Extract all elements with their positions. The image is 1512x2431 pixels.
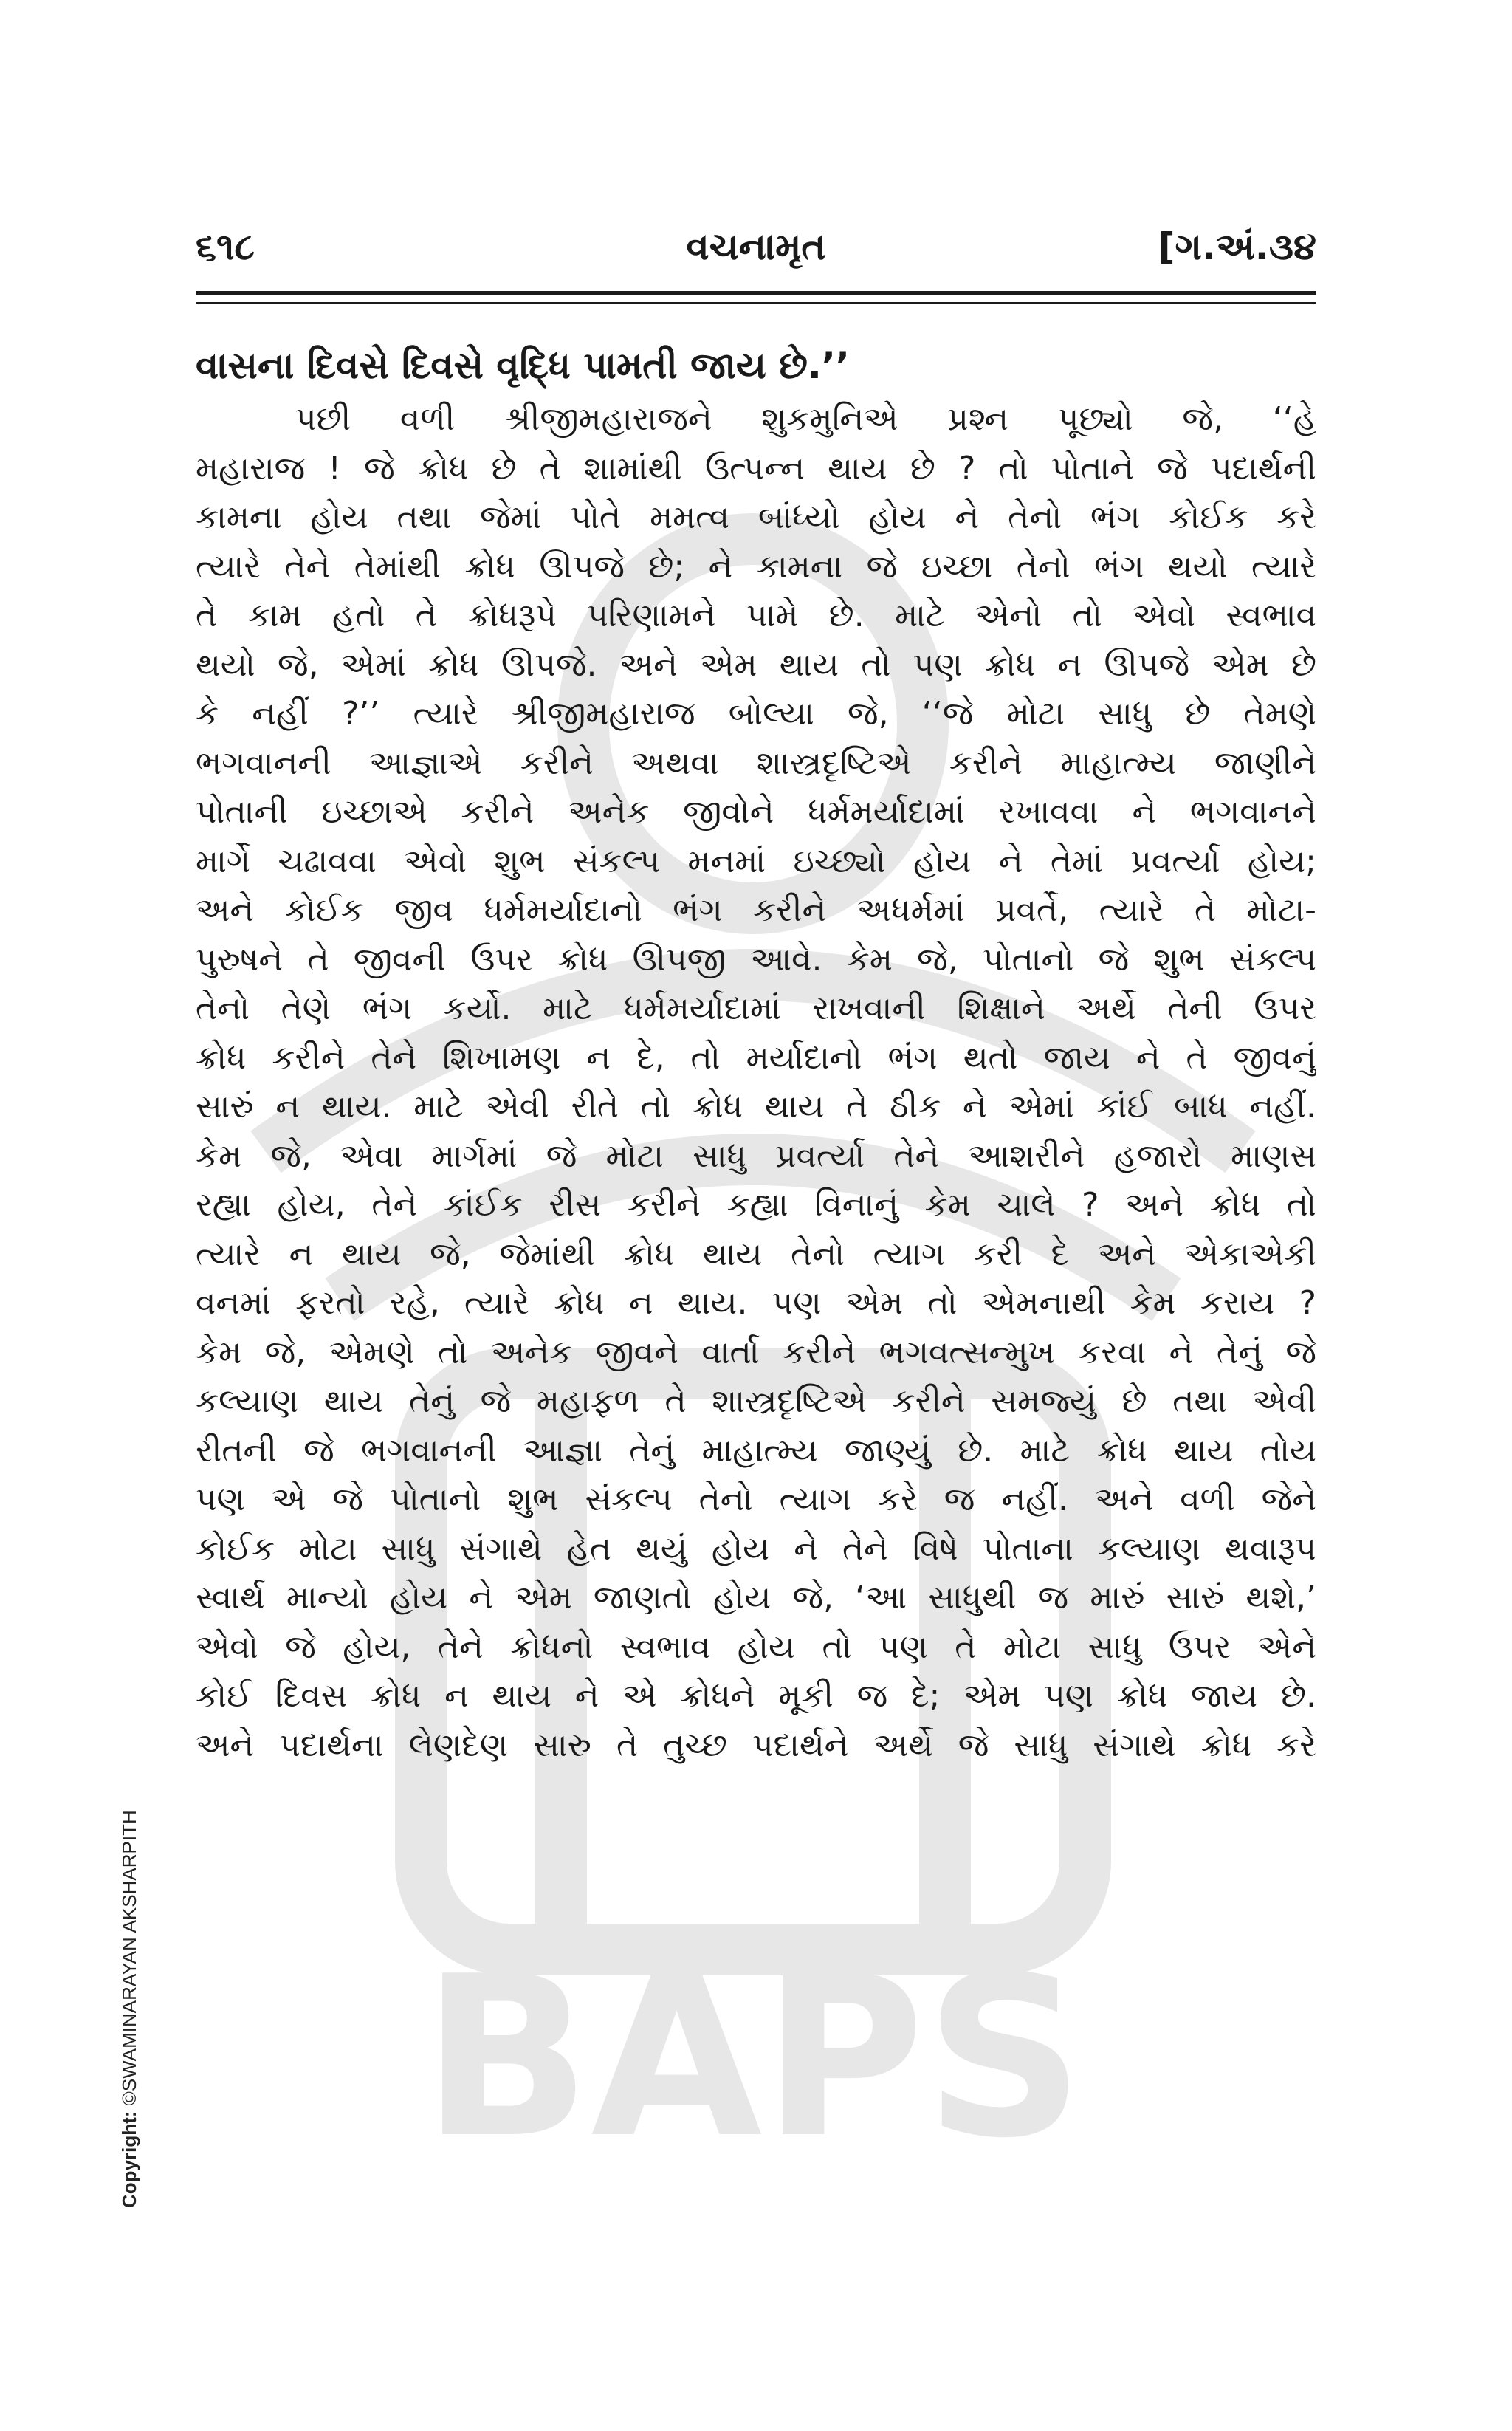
page-title: વચનામૃત xyxy=(686,225,826,268)
text-line: તે કામ હતો તે ક્રોધરૂપે પરિણામને પામે છે. માટે એનો તો એવો સ્વભાવ xyxy=(196,597,1316,634)
text-line: સ્વાર્થ માન્યો હોય ને એમ જાણતો હોય જે, ‘આ સાધુથી જ મારું સારું થશે,’ xyxy=(196,1579,1316,1616)
section-reference: [ગ.અં.૩૪ xyxy=(1158,225,1316,268)
text-line: સારું ન થાય. માટે એવી રીતે તો ક્રોધ થાય તે ઠીક ને એમાં કાંઈ બાધ નહીં. xyxy=(196,1088,1316,1125)
text-line: રહ્યા હોય, તેને કાંઈક રીસ કરીને કહ્યા વિનાનું કેમ ચાલે ? અને ક્રોધ તો xyxy=(196,1186,1316,1224)
text-line: અને કોઈક જીવ ધર્મમર્યાદાનો ભંગ કરીને અધર્મમાં પ્રવર્તે, ત્યારે તે મોટા- xyxy=(196,891,1316,929)
text-line: ત્યારે તેને તેમાંથી ક્રોધ ઊપજે છે; ને કામના જે ઇચ્છા તેનો ભંગ થયો ત્યારે xyxy=(196,547,1316,586)
text-line: કે નહીં ?’’ ત્યારે શ્રીજીમહારાજ બોલ્યા જે, ‘‘જે મોટા સાધુ છે તેમણે xyxy=(196,695,1316,733)
text-line: ત્યારે ન થાય જે, જેમાંથી ક્રોધ થાય તેનો ત્યાગ કરી દે અને એકાએકી xyxy=(196,1235,1316,1273)
page-header xyxy=(196,225,1316,284)
copyright-notice xyxy=(118,1810,141,2208)
text-line: અને પદાર્થના લેણદેણ સારુ તે તુચ્છ પદાર્થને અર્થે જે સાધુ સંગાથે ક્રોધ કરે xyxy=(196,1726,1316,1764)
text-line: ભગવાનની આજ્ઞાએ કરીને અથવા શાસ્ત્રદૃષ્ટિએ કરીને માહાત્મ્ય જાણીને xyxy=(196,744,1316,782)
text-line: પોતાની ઇચ્છાએ કરીને અનેક જીવોને ધર્મમર્યાદામાં રખાવવા ને ભગવાનને xyxy=(196,793,1316,831)
text-line: કોઈ દિવસ ક્રોધ ન થાય ને એ ક્રોધને મૂકી જ દે; એમ પણ ક્રોધ જાય છે. xyxy=(196,1677,1316,1715)
text-line: મહારાજ ! જે ક્રોધ છે તે શામાંથી ઉત્પન્ન થાય છે ? તો પોતાને જે પદાર્થની xyxy=(196,449,1316,487)
text-line: પણ એ જે પોતાનો શુભ સંકલ્પ તેનો ત્યાગ કરે જ નહીં. અને વળી જેને xyxy=(196,1481,1316,1518)
text-line: પછી વળી શ્રીજીમહારાજને શુકમુનિએ પ્રશ્ન પૂછ્યો જે, ‘‘હે xyxy=(295,400,1316,438)
watermark-text: BAPS xyxy=(422,1929,1085,2186)
text-line: કેમ જે, એમણે તો અનેક જીવને વાર્તા કરીને ભગવત્સન્મુખ કરવા ને તેનું જે xyxy=(196,1333,1316,1371)
text-line: થયો જે, એમાં ક્રોધ ઊપજે. અને એમ થાય તો પણ ક્રોધ ન ઊપજે એમ છે xyxy=(196,645,1316,684)
text-line: માર્ગે ચઢાવવા એવો શુભ સંકલ્પ મનમાં ઇચ્છ્યો હોય ને તેમાં પ્રવર્ત્યા હોય; xyxy=(196,842,1316,880)
text-line: રીતની જે ભગવાનની આજ્ઞા તેનું માહાત્મ્ય જાણ્યું છે. માટે ક્રોધ થાય તોય xyxy=(196,1431,1316,1470)
text-line: કલ્યાણ થાય તેનું જે મહાફળ તે શાસ્ત્રદૃષ્ટિએ કરીને સમજ્યું છે તથા એવી xyxy=(196,1382,1316,1420)
page-body xyxy=(196,336,1316,1770)
header-rule-thin xyxy=(196,302,1316,304)
copyright-text: ©SWAMINARAYAN AKSHARPITH xyxy=(118,1810,140,2106)
header-rule-thick xyxy=(196,291,1316,295)
text-line: તેનો તેણે ભંગ કર્યો. માટે ધર્મમર્યાદામાં રાખવાની શિક્ષાને અર્થે તેની ઉપર xyxy=(196,990,1316,1027)
copyright-label: Copyright: xyxy=(118,2111,140,2208)
text-line: કામના હોય તથા જેમાં પોતે મમત્વ બાંધ્યો હોય ને તેનો ભંગ કોઈક કરે xyxy=(196,498,1316,536)
text-line: ક્રોધ કરીને તેને શિખામણ ન દે, તો મર્યાદાનો ભંગ થતો જાય ને તે જીવનું xyxy=(196,1038,1316,1077)
text-line: વનમાં ફરતો રહે, ત્યારે ક્રોધ ન થાય. પણ એમ તો એમનાથી કેમ કરાય ? xyxy=(196,1284,1316,1322)
text-line: એવો જે હોય, તેને ક્રોધનો સ્વભાવ હોય તો પણ તે મોટા સાધુ ઉપર એને xyxy=(196,1628,1316,1666)
body-paragraph xyxy=(196,395,1316,1770)
text-line: કેમ જે, એવા માર્ગમાં જે મોટા સાધુ પ્રવર્ત્યા તેને આશરીને હજારો માણસ xyxy=(196,1136,1316,1175)
text-line: કોઈક મોટા સાધુ સંગાથે હેત થયું હોય ને તેને વિષે પોતાના કલ્યાણ થવારૂપ xyxy=(196,1529,1316,1568)
page-number: ૬૧૮ xyxy=(196,225,255,268)
text-line: પુરુષને તે જીવની ઉપર ક્રોધ ઊપજી આવે. કેમ જે, પોતાનો જે શુભ સંકલ્પ xyxy=(196,940,1316,978)
lead-line: વાસના દિવસે દિવસે વૃદ્ધિ પામતી જાય છે.’’ xyxy=(196,344,850,387)
